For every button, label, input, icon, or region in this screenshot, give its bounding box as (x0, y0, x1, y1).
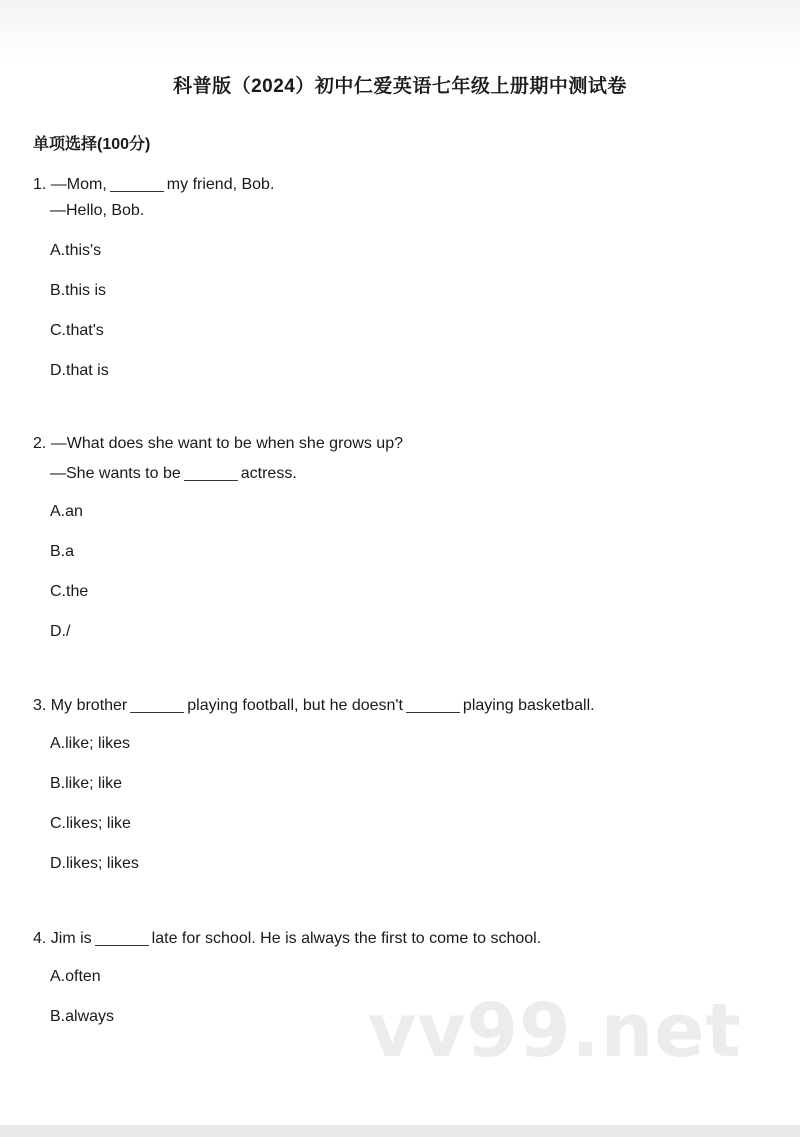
answer-blank (406, 696, 460, 713)
question-2-option-d: D./ (50, 623, 71, 640)
question-1-stem (33, 172, 274, 196)
question-1-option-a: A.this's (50, 242, 102, 259)
answer-blank (184, 464, 238, 481)
question-1-text-b: my friend, Bob. (166, 176, 275, 193)
question-3-stem (33, 693, 595, 717)
question-2-stem: 2. —What does she want to be when she grows up? (33, 435, 403, 452)
question-4-option-a: A.often (50, 968, 101, 985)
question-4-text-a: 4. Jim is (33, 930, 92, 947)
question-1-line-2: —Hello, Bob. (50, 202, 145, 219)
question-3-text-c: playing basketball. (462, 697, 595, 714)
page-bottom-edge (0, 1125, 800, 1137)
question-2-line-2 (50, 461, 297, 485)
question-1-option-b: B.this is (50, 282, 107, 299)
section-heading: 单项选择(100分) (33, 136, 151, 153)
question-3-option-d: D.likes; likes (50, 855, 139, 872)
question-4-text-b: late for school. He is always the first to come to school. (151, 930, 542, 947)
question-2-option-b: B.a (50, 543, 75, 560)
question-4-stem (33, 926, 541, 950)
question-3-text-a: 3. My brother (33, 697, 128, 714)
question-2-text-a: —She wants to be (50, 465, 181, 482)
answer-blank (110, 175, 164, 192)
page-top-shade (0, 0, 800, 64)
question-2-option-a: A.an (50, 503, 83, 520)
answer-blank (130, 696, 184, 713)
question-1-option-d: D.that is (50, 362, 109, 379)
answer-blank (95, 929, 149, 946)
question-3-option-a: A.like; likes (50, 735, 131, 752)
question-2-option-c: C.the (50, 583, 89, 600)
question-4-option-b: B.always (50, 1008, 115, 1025)
question-1-text-a: 1. —Mom, (33, 176, 107, 193)
question-3-text-b: playing football, but he doesn't (187, 697, 403, 714)
question-2-text-b: actress. (240, 465, 297, 482)
question-3-option-b: B.like; like (50, 775, 123, 792)
question-3-option-c: C.likes; like (50, 815, 131, 832)
question-1-option-c: C.that's (50, 322, 104, 339)
watermark: vv99.net (368, 988, 742, 1074)
page-title: 科普版（2024）初中仁爱英语七年级上册期中测试卷 (173, 76, 627, 97)
